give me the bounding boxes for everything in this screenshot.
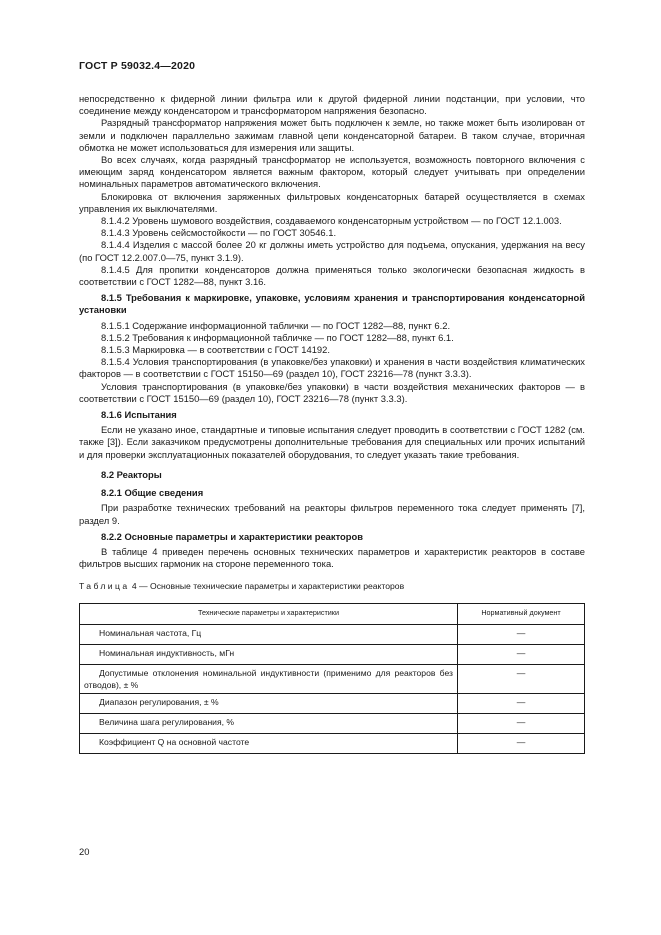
table-caption — [79, 580, 585, 592]
table-row — [80, 713, 585, 733]
table-cell: Диапазон регулирования, ± % — [99, 696, 219, 707]
section-heading: 8.2.2 Основные параметры и характеристики реакторов — [101, 530, 363, 542]
paragraph: Если не указано иное, стандартные и типовые испытания следует проводить в соответствии с ГОСТ 1282 (см. также [3]). Если заказчиком предусмотрены дополнительные требования для специальных или прочих испытаний и для проверки эксплуатационных показателей оборудования, то следует указать такие требования. — [79, 424, 585, 460]
paragraph: Разрядный трансформатор напряжения может быть подключен к земле, но также может быть изолирован от земли и подключен параллельно зажимам главной цепи конденсаторной батареи. В таком случае, вторичная обмотка не может использоваться для измерения или защиты. — [79, 117, 585, 153]
table-row — [80, 693, 585, 713]
paragraph: 8.1.4.5 Для пропитки конденсаторов должна применяться только экологически безопасная жидкость в соответствии с ГОСТ 1282—88, пункт 3.16. — [79, 263, 585, 288]
table-caption-label: Таблица — [79, 581, 130, 592]
paragraph: 8.1.4.4 Изделия с массой более 20 кг должны иметь устройство для подъема, опускания, удержания на весу (по ГОСТ 12.2.007.0—75, пункт 3.1.9). — [79, 239, 585, 263]
paragraph: непосредственно к фидерной линии фильтра или к другой фидерной линии подстанции, при условии, что соединение между конденсатором и трансформатором напряжения безопасно. — [79, 93, 585, 117]
paragraph: Условия транспортирования (в упаковке/без упаковки) в части воздействия механических факторов — в соответствии с ГОСТ 15150—69 (раздел 10), ГОСТ 23216—78 (пункт 3.3.3). — [79, 380, 585, 404]
paragraph: 8.1.5.1 Содержание информационной таблички — по ГОСТ 1282—88, пункт 6.2. — [101, 319, 451, 331]
page-header: ГОСТ Р 59032.4—2020 — [79, 60, 196, 72]
page-number: 20 — [79, 846, 90, 857]
table-row — [80, 624, 585, 644]
paragraph: При разработке технических требований на реакторы фильтров переменного тока следует применять [7], раздел 9. — [79, 502, 585, 526]
table-cell: Величина шага регулирования, % — [99, 716, 235, 727]
paragraph: Во всех случаях, когда разрядный трансформатор не используется, возможность повторного включения с имеющим заряд конденсатором является важным фактором, который следует учитывать при определении номинальных параметров автоматического включения. — [79, 154, 585, 190]
paragraph: В таблице 4 приведен перечень основных технических параметров и характеристик реакторов в составе фильтров высших гармоник на стороне переменного тока. — [79, 545, 585, 570]
paragraph: 8.1.5.4 Условия транспортирования (в упаковке/без упаковки) и хранения в части воздействия климатических факторов — в соответствии с ГОСТ 15150—69 (раздел 10), ГОСТ 23216—78 (пункт 3.3.3). — [79, 356, 585, 380]
table-header-cell: Нормативный документ — [458, 603, 585, 624]
table-header-row — [80, 603, 585, 624]
section-heading: 8.1.6 Испытания — [101, 409, 177, 421]
parameters-table — [79, 603, 585, 754]
table-cell: — — [458, 664, 585, 693]
table-cell: — — [458, 644, 585, 664]
table-header-cell: Технические параметры и характеристики — [80, 603, 458, 624]
paragraph: 8.1.4.2 Уровень шумового воздействия, создаваемого конденсаторным устройством — по ГОСТ 12.1.003. — [101, 215, 562, 227]
section-heading: 8.2 Реакторы — [101, 468, 162, 480]
table-cell: — — [458, 733, 585, 753]
table-row — [80, 733, 585, 753]
table-cell: — — [458, 713, 585, 733]
section-heading: 8.2.1 Общие сведения — [101, 487, 204, 499]
table-cell: — — [458, 693, 585, 713]
paragraph: Блокировка от включения заряженных фильтровых конденсаторных батарей осуществляется в схемах управления их выключателями. — [79, 190, 585, 214]
table-cell: Номинальная частота, Гц — [99, 627, 202, 638]
table-row — [80, 664, 585, 693]
table-row — [80, 644, 585, 664]
section-heading: 8.1.5 Требования к маркировке, упаковке, условиям хранения и транспортирования конденсаторной установки — [79, 292, 585, 316]
table-cell: Допустимые отклонения номинальной индуктивности (применимо для реакторов без отводов), ± % — [84, 667, 453, 690]
paragraph: 8.1.5.2 Требования к информационной табличке — по ГОСТ 1282—88, пункт 6.1. — [101, 331, 454, 343]
table-cell: Коэффициент Q на основной частоте — [99, 736, 250, 747]
table-caption-text: 4 — Основные технические параметры и характеристики реакторов — [131, 581, 405, 592]
table-cell: Номинальная индуктивность, мГн — [99, 647, 235, 658]
paragraph: 8.1.5.3 Маркировка — в соответствии с ГОСТ 14192. — [101, 344, 330, 356]
document-body — [79, 93, 585, 754]
paragraph: 8.1.4.3 Уровень сейсмостойкости — по ГОСТ 30546.1. — [101, 227, 337, 239]
table-cell: — — [458, 624, 585, 644]
